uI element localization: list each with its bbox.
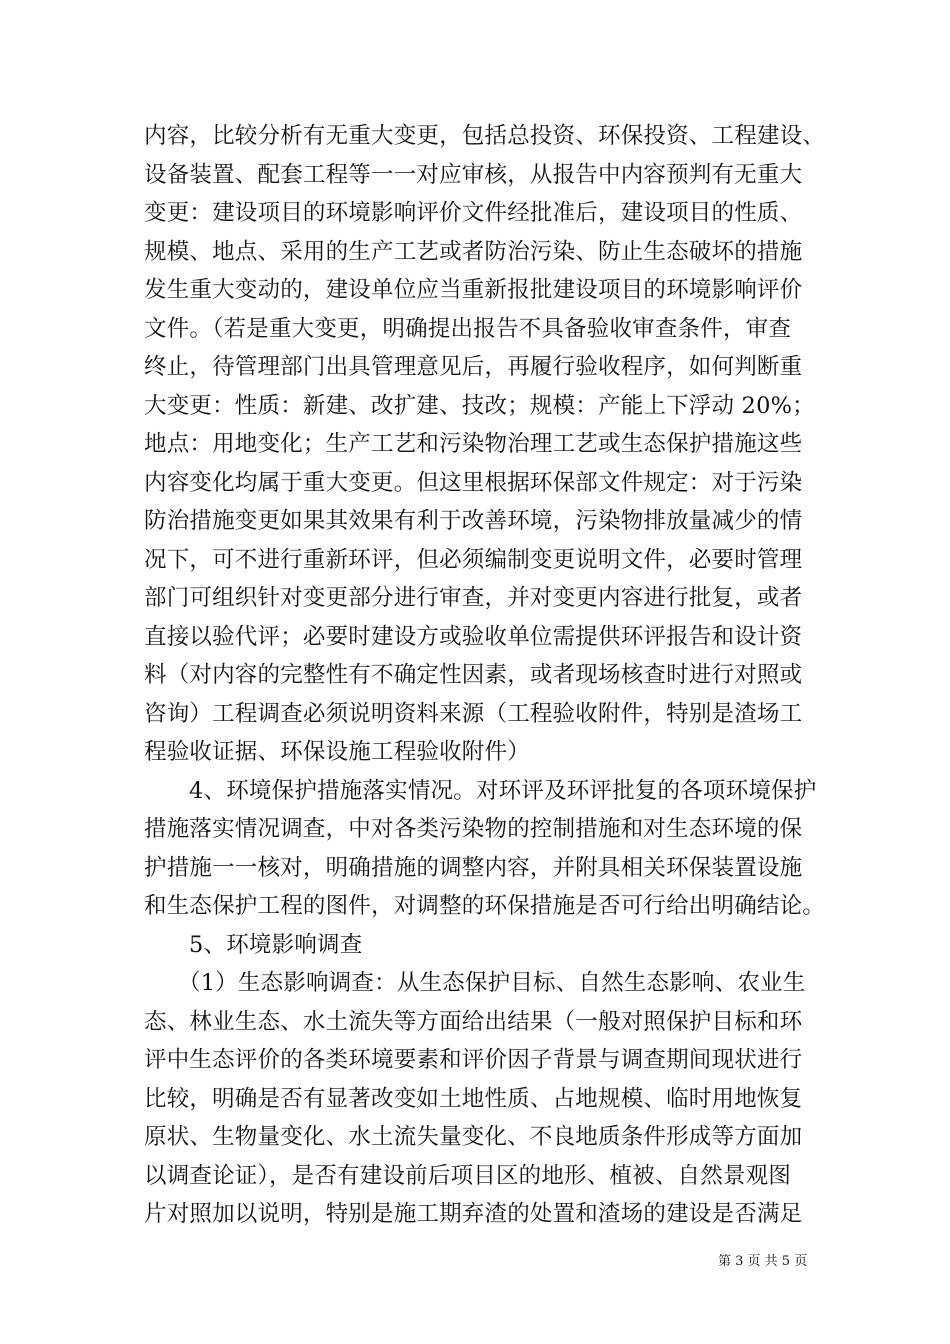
- text-line: 况下，可不进行重新环评，但必须编制变更说明文件，必要时管理: [144, 546, 803, 573]
- text-line: 内容，比较分析有无重大变更，包括总投资、环保投资、工程建设、: [144, 123, 826, 149]
- text-line: 内容变化均属于重大变更。但这里根据环保部文件规定：对于污染: [144, 469, 803, 496]
- text-line: 防治措施变更如果其效果有利于改善环境，污染物排放量减少的情: [144, 508, 803, 534]
- text-line: 片对照加以说明，特别是施工期弃渣的处置和渣场的建设是否满足: [144, 1201, 803, 1227]
- text-line: 规模、地点、采用的生产工艺或者防治污染、防止生态破坏的措施: [144, 238, 803, 265]
- text-line: 评中生态评价的各类环境要素和评价因子背景与调查期间现状进行: [144, 1047, 803, 1073]
- text-line: 发生重大变动的，建设单位应当重新报批建设项目的环境影响评价: [144, 277, 803, 303]
- section-heading: 5、环境影响调查: [189, 931, 363, 958]
- section-heading-line: 4、环境保护措施落实情况。对环评及环评批复的各项环境保护: [189, 777, 817, 804]
- body-text: [144, 117, 826, 1234]
- text-line: 大变更：性质：新建、改扩建、技改；规模：产能上下浮动 20%；: [144, 392, 815, 419]
- text-line: 部门可组织针对变更部分进行审查，并对变更内容进行批复，或者: [144, 585, 803, 611]
- text-line: 直接以验代评；必要时建设方或验收单位需提供环评报告和设计资: [144, 623, 803, 650]
- text-line: 咨询）工程调查必须说明资料来源（工程验收附件，特别是渣场工: [144, 700, 803, 727]
- text-line: 料（对内容的完整性有不确定性因素，或者现场核查时进行对照或: [144, 662, 803, 688]
- page-number-footer: 第 3 页 共 5 页: [718, 1254, 808, 1269]
- text-line: 程验收证据、环保设施工程验收附件）: [144, 739, 530, 765]
- text-line: 措施落实情况调查，中对各类污染物的控制措施和对生态环境的保: [144, 816, 803, 842]
- text-line: 文件。（若是重大变更，明确提出报告不具备验收审查条件，审查: [144, 315, 792, 342]
- text-line: 设备装置、配套工程等一一对应审核，从报告中内容预判有无重大: [144, 161, 803, 188]
- text-line: 态、林业生态、水土流失等方面给出结果（一般对照保护目标和环: [144, 1008, 803, 1035]
- text-line: 以调查论证），是否有建设前后项目区的地形、植被、自然景观图: [144, 1162, 792, 1189]
- text-line: 护措施一一核对，明确措施的调整内容，并附具相关环保装置设施: [144, 854, 803, 881]
- text-line: 和生态保护工程的图件，对调整的环保措施是否可行给出明确结论。: [144, 893, 826, 919]
- text-line: 地点：用地变化；生产工艺和污染物治理工艺或生态保护措施这些: [144, 431, 803, 457]
- subsection-line: （1）生态影响调查：从生态保护目标、自然生态影响、农业生: [178, 970, 806, 996]
- text-line: 变更：建设项目的环境影响评价文件经批准后，建设项目的性质、: [144, 200, 803, 226]
- text-line: 原状、生物量变化、水土流失量变化、不良地质条件形成等方面加: [144, 1124, 803, 1150]
- text-line: 终止，待管理部门出具管理意见后，再履行验收程序，如何判断重: [144, 354, 803, 380]
- text-line: 比较，明确是否有显著改变如土地性质、占地规模、临时用地恢复: [144, 1085, 803, 1112]
